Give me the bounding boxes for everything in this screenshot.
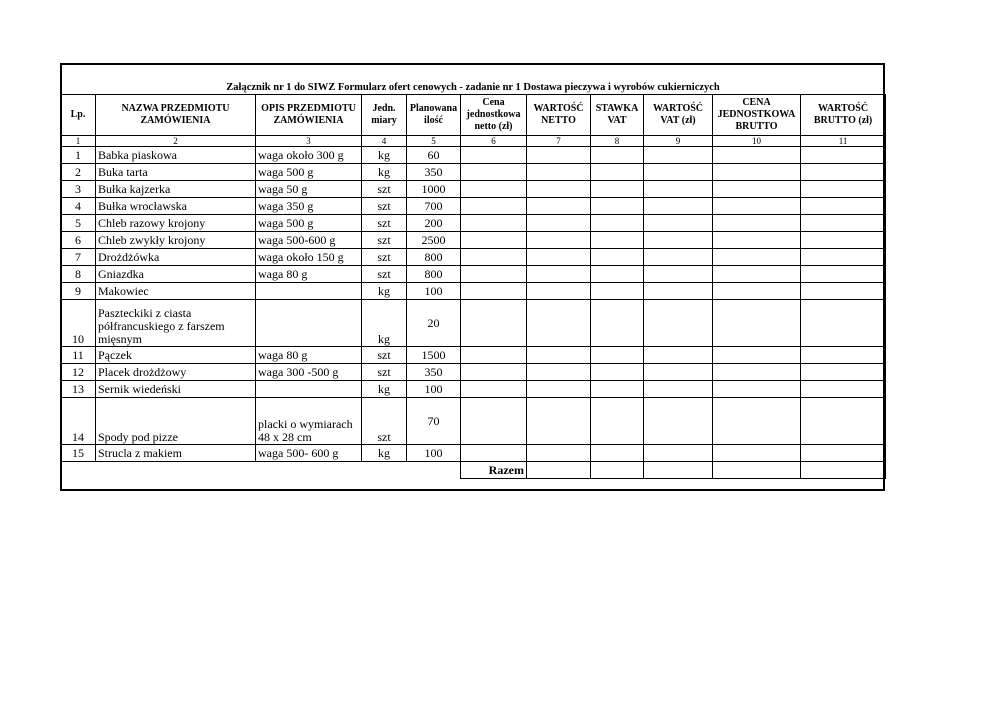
empty-price-cell	[644, 147, 713, 164]
row-lp: 7	[61, 249, 96, 266]
table-row	[61, 266, 886, 283]
empty-price-cell	[801, 232, 886, 249]
empty-price-cell	[713, 347, 801, 364]
empty-price-cell	[591, 364, 644, 381]
row-lp: 10	[61, 300, 96, 347]
row-unit: kg	[362, 147, 407, 164]
row-unit: szt	[362, 181, 407, 198]
column-number: 7	[527, 136, 591, 147]
empty-price-cell	[461, 164, 527, 181]
empty-price-cell	[644, 164, 713, 181]
table-row	[61, 381, 886, 398]
header-vat-rate: STAWKA VAT	[591, 95, 644, 136]
row-name: Babka piaskowa	[96, 147, 256, 164]
row-name: Drożdżówka	[96, 249, 256, 266]
empty-price-cell	[461, 283, 527, 300]
row-quantity: 350	[407, 164, 461, 181]
empty-price-cell	[461, 381, 527, 398]
header-lp: Lp.	[61, 95, 96, 136]
empty-price-cell	[527, 181, 591, 198]
empty-price-cell	[527, 347, 591, 364]
row-unit: szt	[362, 249, 407, 266]
table-row	[61, 445, 886, 462]
column-number: 9	[644, 136, 713, 147]
empty-price-cell	[461, 215, 527, 232]
column-number: 6	[461, 136, 527, 147]
row-description: waga 500-600 g	[256, 232, 362, 249]
empty-price-cell	[527, 215, 591, 232]
empty-price-cell	[591, 347, 644, 364]
header-unit: Jedn. miary	[362, 95, 407, 136]
row-description	[256, 300, 362, 347]
row-name: Gniazdka	[96, 266, 256, 283]
empty-price-cell	[591, 198, 644, 215]
empty-price-cell	[461, 147, 527, 164]
total-value-cell	[644, 462, 713, 479]
row-quantity: 1000	[407, 181, 461, 198]
row-unit: szt	[362, 347, 407, 364]
empty-price-cell	[461, 347, 527, 364]
empty-price-cell	[713, 181, 801, 198]
empty-price-cell	[591, 445, 644, 462]
row-unit: szt	[362, 232, 407, 249]
empty-price-cell	[801, 147, 886, 164]
table-row	[61, 398, 886, 445]
empty-price-cell	[801, 364, 886, 381]
empty-price-cell	[801, 381, 886, 398]
row-name: Spody pod pizze	[96, 398, 256, 445]
empty-price-cell	[713, 198, 801, 215]
empty-price-cell	[801, 249, 886, 266]
empty-price-cell	[644, 364, 713, 381]
empty-price-cell	[644, 249, 713, 266]
header-unit-price-gross: CENA JEDNOSTKOWA BRUTTO	[713, 95, 801, 136]
empty-price-cell	[801, 283, 886, 300]
column-number: 8	[591, 136, 644, 147]
empty-price-cell	[713, 232, 801, 249]
column-number: 5	[407, 136, 461, 147]
column-number: 1	[61, 136, 96, 147]
row-quantity: 70	[407, 398, 461, 445]
table-row	[61, 164, 886, 181]
empty-price-cell	[527, 198, 591, 215]
empty-price-cell	[644, 181, 713, 198]
column-number: 11	[801, 136, 886, 147]
row-name: Paszteckiki z ciasta półfrancuskiego z farszem mięsnym	[96, 300, 256, 347]
empty-price-cell	[644, 266, 713, 283]
row-description: waga 50 g	[256, 181, 362, 198]
row-description: waga 350 g	[256, 198, 362, 215]
empty-price-cell	[644, 347, 713, 364]
row-quantity: 2500	[407, 232, 461, 249]
empty-price-cell	[644, 198, 713, 215]
row-quantity: 800	[407, 249, 461, 266]
empty-price-cell	[644, 283, 713, 300]
empty-price-cell	[591, 164, 644, 181]
empty-price-cell	[713, 266, 801, 283]
row-quantity: 200	[407, 215, 461, 232]
empty-price-cell	[801, 181, 886, 198]
row-description: waga 500 g	[256, 164, 362, 181]
total-label: Razem	[461, 462, 527, 479]
row-description: waga 80 g	[256, 347, 362, 364]
row-lp: 5	[61, 215, 96, 232]
row-lp: 11	[61, 347, 96, 364]
empty-price-cell	[527, 232, 591, 249]
table-row	[61, 232, 886, 249]
row-lp: 13	[61, 381, 96, 398]
header-net-value: WARTOŚĆ NETTO	[527, 95, 591, 136]
row-unit: szt	[362, 198, 407, 215]
empty-price-cell	[527, 300, 591, 347]
row-quantity: 700	[407, 198, 461, 215]
empty-price-cell	[461, 398, 527, 445]
row-name: Strucla z makiem	[96, 445, 256, 462]
row-description: waga około 300 g	[256, 147, 362, 164]
total-value-cell	[527, 462, 591, 479]
empty-price-cell	[801, 198, 886, 215]
header-unit-price-net: Cena jednostkowa netto (zł)	[461, 95, 527, 136]
header-row	[61, 95, 886, 136]
header-gross-value: WARTOŚĆ BRUTTO (zł)	[801, 95, 886, 136]
row-quantity: 350	[407, 364, 461, 381]
row-description: waga 500- 600 g	[256, 445, 362, 462]
row-name: Pączek	[96, 347, 256, 364]
table-row	[61, 181, 886, 198]
header-vat-value: WARTOŚĆ VAT (zł)	[644, 95, 713, 136]
empty-price-cell	[713, 164, 801, 181]
empty-price-cell	[461, 198, 527, 215]
header-quantity: Planowana ilość	[407, 95, 461, 136]
row-lp: 2	[61, 164, 96, 181]
total-value-cell	[801, 462, 886, 479]
row-quantity: 60	[407, 147, 461, 164]
row-description: waga 300 -500 g	[256, 364, 362, 381]
header-name: NAZWA PRZEDMIOTU ZAMÓWIENIA	[96, 95, 256, 136]
row-lp: 15	[61, 445, 96, 462]
row-unit: kg	[362, 283, 407, 300]
row-description: placki o wymiarach 48 x 28 cm	[256, 398, 362, 445]
row-name: Sernik wiedeński	[96, 381, 256, 398]
form-title: Załącznik nr 1 do SIWZ Formularz ofert cenowych - zadanie nr 1 Dostawa pieczywa i wyrobów cukierniczych	[61, 63, 886, 95]
table-row	[61, 347, 886, 364]
table-row	[61, 198, 886, 215]
empty-price-cell	[591, 300, 644, 347]
empty-price-cell	[527, 445, 591, 462]
row-name: Chleb zwykły krojony	[96, 232, 256, 249]
row-quantity: 100	[407, 283, 461, 300]
row-name: Placek drożdżowy	[96, 364, 256, 381]
row-name: Makowiec	[96, 283, 256, 300]
empty-price-cell	[591, 249, 644, 266]
row-name: Buka tarta	[96, 164, 256, 181]
row-name: Bułka wrocławska	[96, 198, 256, 215]
empty-price-cell	[713, 300, 801, 347]
empty-price-cell	[801, 445, 886, 462]
row-lp: 6	[61, 232, 96, 249]
row-name: Chleb razowy krojony	[96, 215, 256, 232]
empty-price-cell	[461, 300, 527, 347]
row-lp: 3	[61, 181, 96, 198]
row-description	[256, 381, 362, 398]
empty-price-cell	[527, 283, 591, 300]
column-number: 10	[713, 136, 801, 147]
total-row	[61, 462, 886, 479]
empty-price-cell	[591, 381, 644, 398]
table-row	[61, 147, 886, 164]
empty-price-cell	[591, 181, 644, 198]
total-value-cell	[591, 462, 644, 479]
empty-price-cell	[801, 347, 886, 364]
empty-price-cell	[461, 249, 527, 266]
column-number: 4	[362, 136, 407, 147]
row-unit: kg	[362, 300, 407, 347]
empty-price-cell	[591, 147, 644, 164]
row-name: Bułka kajzerka	[96, 181, 256, 198]
empty-price-cell	[591, 232, 644, 249]
row-lp: 4	[61, 198, 96, 215]
header-description: OPIS PRZEDMIOTU ZAMÓWIENIA	[256, 95, 362, 136]
empty-price-cell	[713, 398, 801, 445]
row-lp: 12	[61, 364, 96, 381]
empty-price-cell	[801, 300, 886, 347]
empty-price-cell	[801, 266, 886, 283]
column-number: 2	[96, 136, 256, 147]
column-number: 3	[256, 136, 362, 147]
empty-price-cell	[644, 445, 713, 462]
empty-price-cell	[713, 364, 801, 381]
row-lp: 9	[61, 283, 96, 300]
row-description: waga 500 g	[256, 215, 362, 232]
empty-price-cell	[713, 215, 801, 232]
table-row	[61, 283, 886, 300]
row-description: waga około 150 g	[256, 249, 362, 266]
empty-price-cell	[591, 215, 644, 232]
empty-price-cell	[527, 364, 591, 381]
empty-price-cell	[591, 283, 644, 300]
row-quantity: 100	[407, 381, 461, 398]
total-blank-cell	[61, 462, 461, 479]
empty-price-cell	[713, 249, 801, 266]
empty-price-cell	[461, 266, 527, 283]
empty-price-cell	[591, 398, 644, 445]
empty-price-cell	[801, 164, 886, 181]
empty-price-cell	[461, 364, 527, 381]
total-value-cell	[713, 462, 801, 479]
table-row	[61, 300, 886, 347]
table-row	[61, 249, 886, 266]
row-unit: szt	[362, 266, 407, 283]
empty-price-cell	[801, 215, 886, 232]
empty-price-cell	[644, 381, 713, 398]
offer-form-table	[60, 63, 886, 479]
row-quantity: 100	[407, 445, 461, 462]
empty-price-cell	[527, 266, 591, 283]
row-unit: szt	[362, 398, 407, 445]
empty-price-cell	[713, 283, 801, 300]
row-description: waga 80 g	[256, 266, 362, 283]
empty-price-cell	[527, 249, 591, 266]
empty-price-cell	[461, 181, 527, 198]
row-unit: kg	[362, 445, 407, 462]
row-lp: 14	[61, 398, 96, 445]
row-unit: kg	[362, 381, 407, 398]
row-quantity: 800	[407, 266, 461, 283]
empty-price-cell	[591, 266, 644, 283]
empty-price-cell	[644, 398, 713, 445]
table-row	[61, 364, 886, 381]
row-unit: kg	[362, 164, 407, 181]
empty-price-cell	[461, 232, 527, 249]
empty-price-cell	[713, 381, 801, 398]
empty-price-cell	[713, 445, 801, 462]
row-description	[256, 283, 362, 300]
empty-price-cell	[527, 398, 591, 445]
empty-price-cell	[644, 232, 713, 249]
empty-price-cell	[644, 215, 713, 232]
empty-price-cell	[713, 147, 801, 164]
row-unit: szt	[362, 364, 407, 381]
row-unit: szt	[362, 215, 407, 232]
row-lp: 1	[61, 147, 96, 164]
empty-price-cell	[461, 445, 527, 462]
empty-price-cell	[644, 300, 713, 347]
table-row	[61, 215, 886, 232]
empty-price-cell	[527, 164, 591, 181]
row-quantity: 20	[407, 300, 461, 347]
column-number-row	[61, 136, 886, 147]
row-quantity: 1500	[407, 347, 461, 364]
empty-price-cell	[527, 381, 591, 398]
empty-price-cell	[801, 398, 886, 445]
row-lp: 8	[61, 266, 96, 283]
empty-price-cell	[527, 147, 591, 164]
